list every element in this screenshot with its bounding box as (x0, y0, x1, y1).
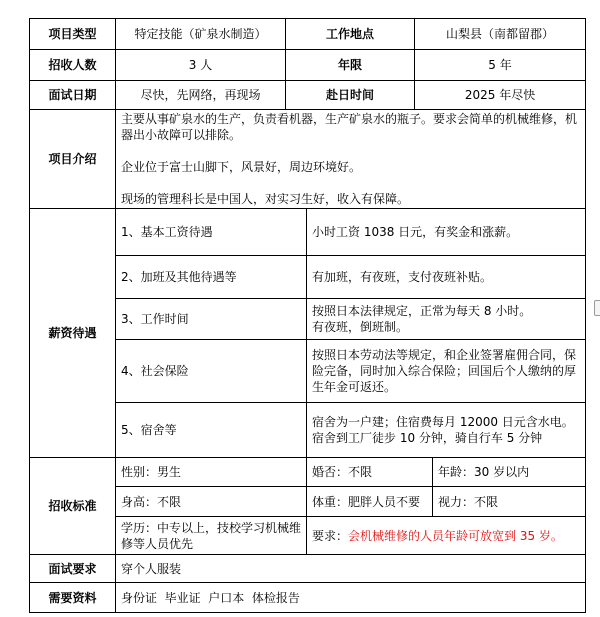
salary-item-name: 1、基本工资待遇 (116, 209, 307, 256)
salary-item-name: 3、工作时间 (116, 299, 307, 340)
criteria-height: 身高：不限 (116, 487, 307, 517)
row-interview-requirements (30, 555, 586, 583)
criteria-vision: 视力：不限 (433, 487, 586, 517)
headcount-value: 3 人 (116, 50, 286, 81)
page-edge-marker (594, 300, 600, 316)
criteria-label: 招收标准 (30, 458, 116, 555)
intro-paragraph-duties: 主要从事矿泉水的生产，负责看机器，生产矿泉水的瓶子。要求会简单的机械维修，机器出小故障可以排除。 (121, 112, 578, 142)
salary-item-name: 2、加班及其他待遇等 (116, 256, 307, 299)
documents-label: 需要资料 (30, 583, 116, 613)
term-value: 5 年 (415, 50, 586, 81)
salary-item-value: 宿舍为一户建；住宿费每月 12000 日元含水电。宿舍到工厂徒步 10 分钟，骑自行车 5 分钟 (307, 403, 586, 458)
salary-item-name: 5、宿舍等 (116, 403, 307, 458)
salary-row-base (30, 209, 586, 256)
project-type-label: 项目类型 (30, 19, 116, 50)
salary-item-value (307, 299, 586, 340)
salary-label: 薪资待遇 (30, 209, 116, 458)
interview-date-label: 面试日期 (30, 81, 116, 110)
project-intro-content (116, 110, 586, 209)
work-location-label: 工作地点 (286, 19, 415, 50)
criteria-age: 年龄：30 岁以内 (433, 458, 586, 487)
work-location-value: 山梨县（南都留郡） (415, 19, 586, 50)
requirement-highlight: 会机械维修的人员年龄可放宽到 35 岁。 (348, 528, 563, 543)
headcount-label: 招收人数 (30, 50, 116, 81)
row-project-intro (30, 110, 586, 209)
interview-req-label: 面试要求 (30, 555, 116, 583)
row-required-documents (30, 583, 586, 613)
recruitment-table (29, 18, 586, 613)
term-label: 年限 (286, 50, 415, 81)
criteria-requirement (307, 517, 586, 555)
hours-line-1: 按照日本法律规定，正常为每天 8 小时。 (312, 304, 532, 318)
project-intro-label: 项目介绍 (30, 110, 116, 209)
criteria-marital: 婚否：不限 (307, 458, 433, 487)
intro-paragraph-location: 企业位于富士山脚下，风景好，周边环境好。 (121, 160, 362, 174)
row-headcount (30, 50, 586, 81)
departure-value: 2025 年尽快 (415, 81, 586, 110)
criteria-weight: 体重：肥胖人员不要 (307, 487, 433, 517)
documents-value: 身份证 毕业证 户口本 体检报告 (116, 583, 586, 613)
interview-date-value: 尽快，先网络，再现场 (116, 81, 286, 110)
salary-item-value: 按照日本劳动法等规定，和企业签署雇佣合同，保险完备，同时加入综合保险；回国后个人缴纳的厚生年金可返还。 (307, 340, 586, 403)
row-project-type (30, 19, 586, 50)
intro-paragraph-management: 现场的管理科长是中国人，对实习生好，收入有保障。 (121, 192, 410, 206)
salary-item-value: 有加班，有夜班，支付夜班补贴。 (307, 256, 586, 299)
row-interview-date (30, 81, 586, 110)
hours-line-2: 有夜班，倒班制。 (312, 320, 409, 334)
criteria-row-1 (30, 458, 586, 487)
salary-item-name: 4、社会保险 (116, 340, 307, 403)
salary-item-value: 小时工资 1038 日元，有奖金和涨薪。 (307, 209, 586, 256)
interview-req-value: 穿个人服装 (116, 555, 586, 583)
requirement-prefix: 要求： (312, 528, 349, 543)
criteria-education: 学历：中专以上，技校学习机械维修等人员优先 (116, 517, 307, 555)
project-type-value: 特定技能（矿泉水制造） (116, 19, 286, 50)
departure-label: 赴日时间 (286, 81, 415, 110)
criteria-gender: 性别：男生 (116, 458, 307, 487)
